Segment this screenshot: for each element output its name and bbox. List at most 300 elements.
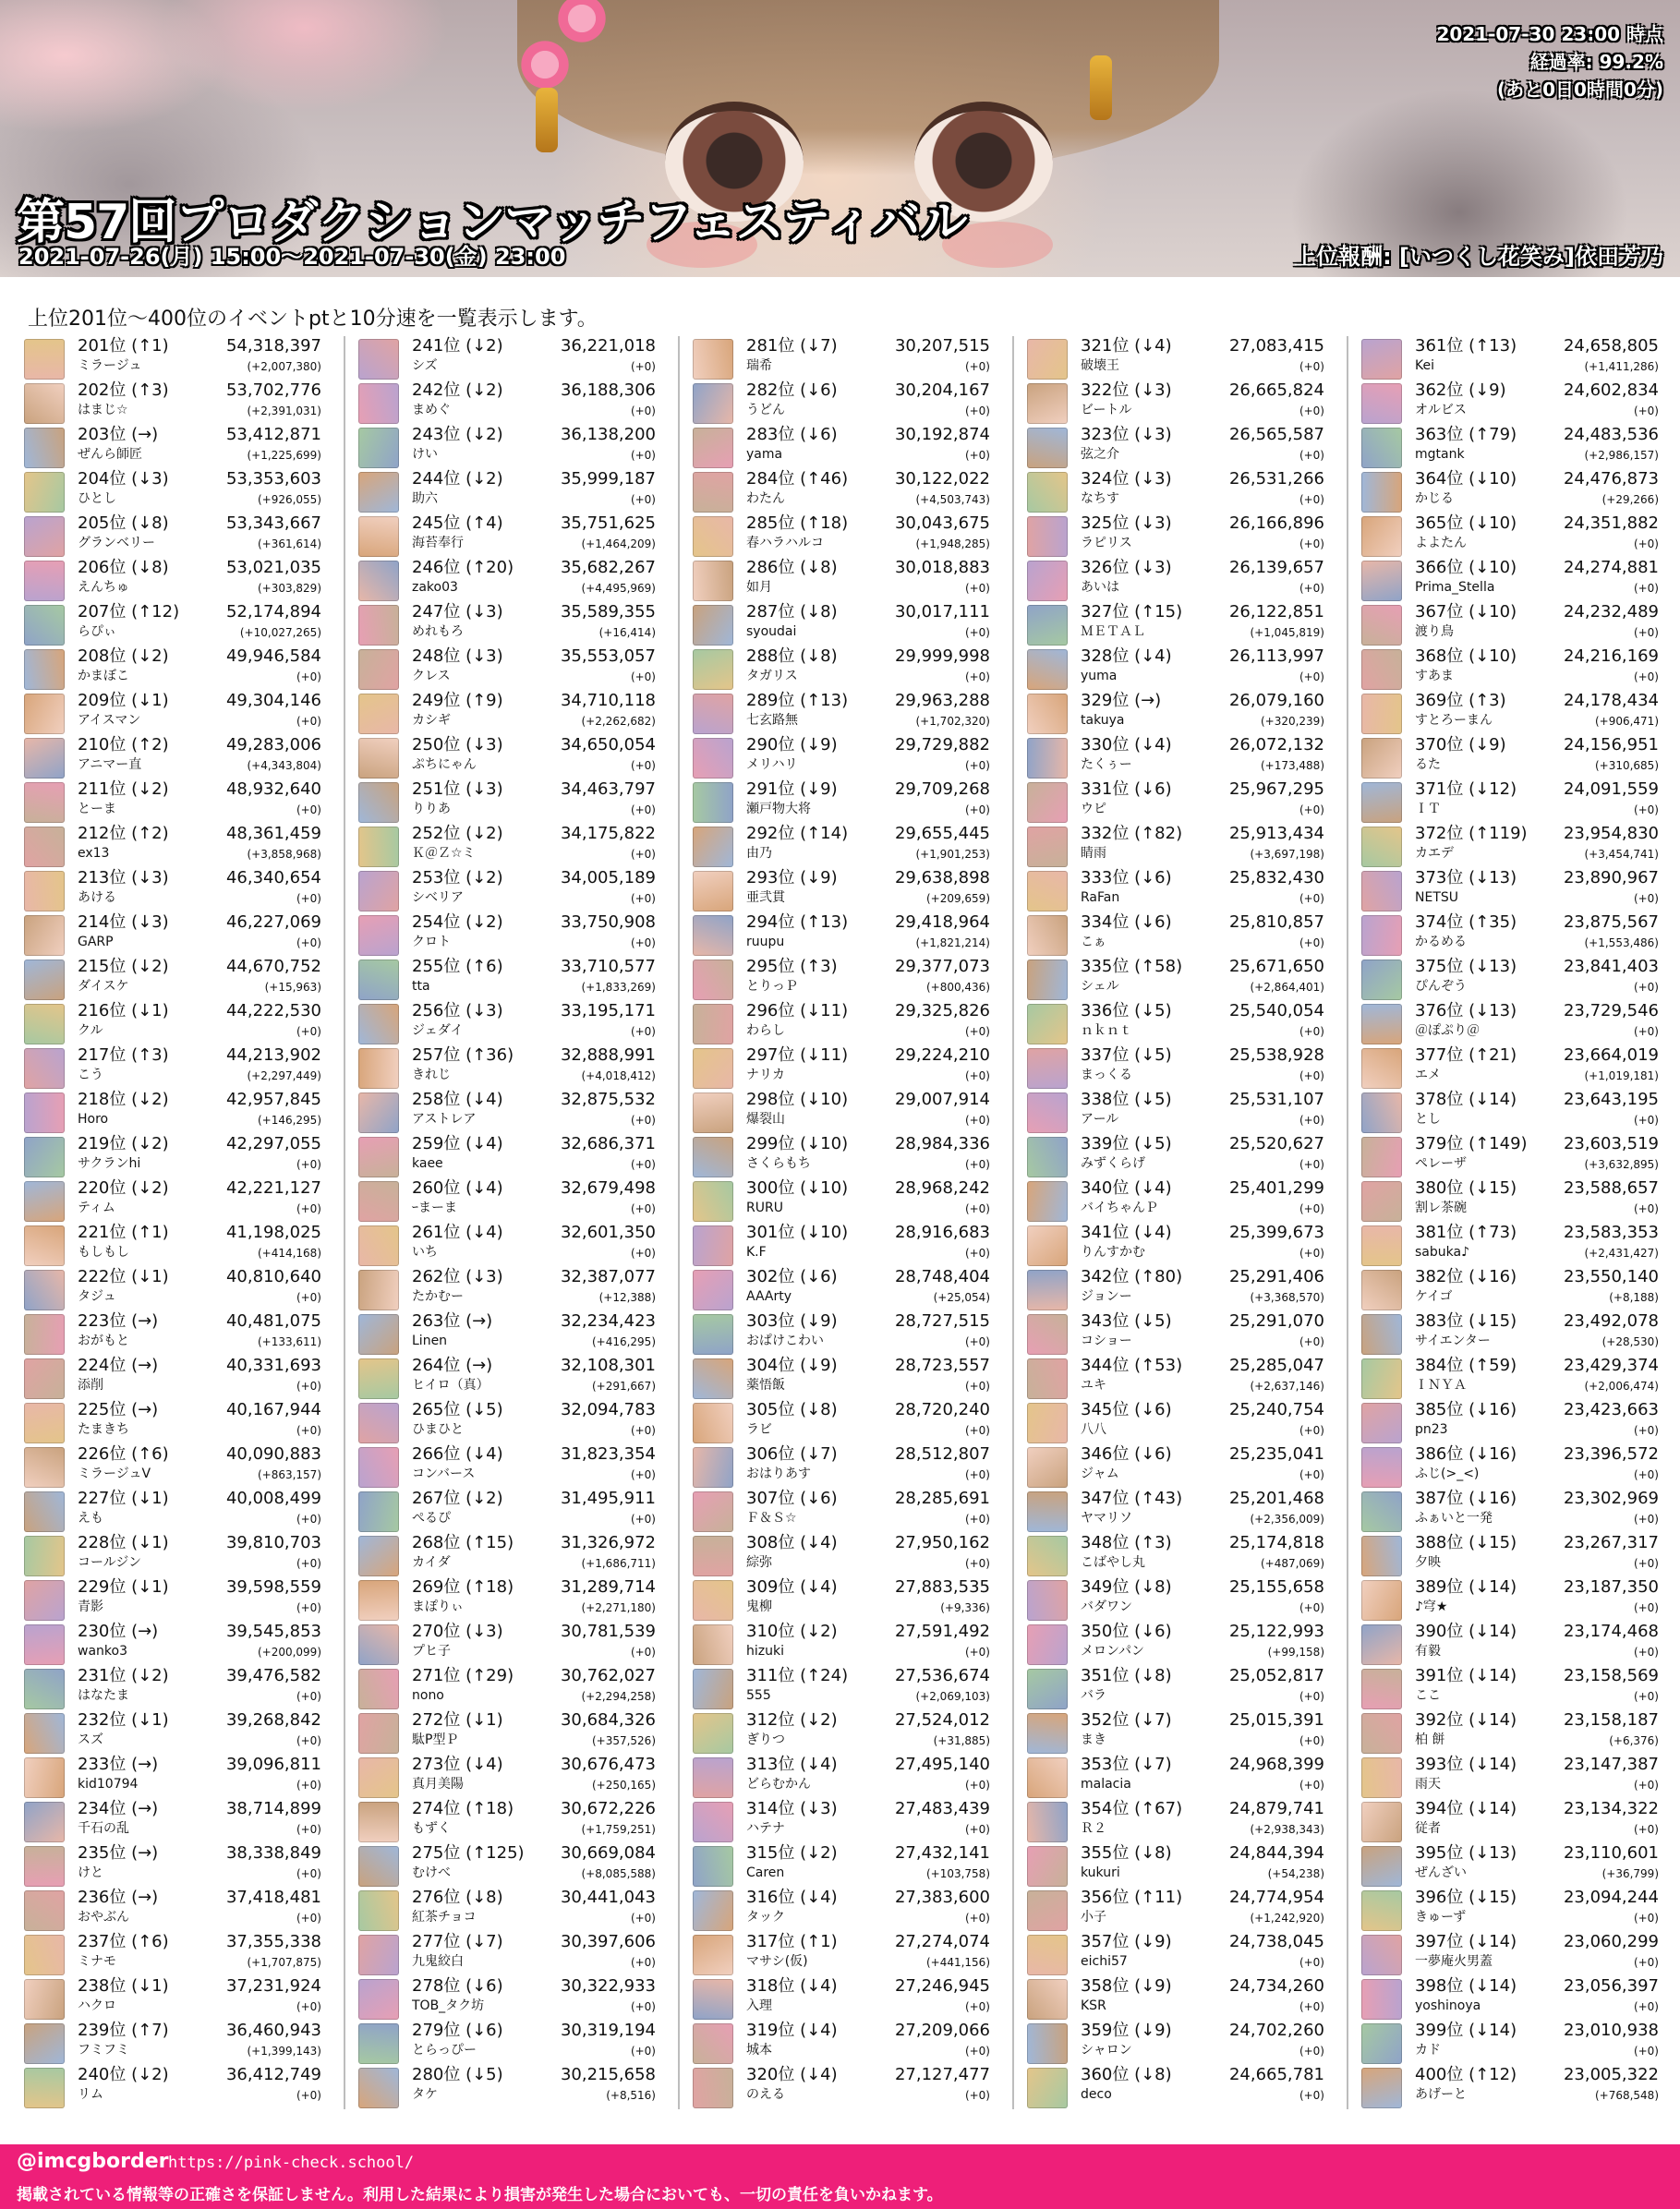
ranking-entry: [1027, 1090, 1324, 1131]
avatar: [693, 1491, 733, 1532]
ten-minute-delta: (+0): [296, 1202, 321, 1215]
ranking-entry: [1361, 1622, 1659, 1663]
event-points: 25,967,295: [1228, 779, 1324, 799]
event-points: 23,005,322: [1563, 2065, 1659, 2084]
player-name: シャロン: [1081, 2043, 1132, 2058]
event-points: 28,748,404: [894, 1267, 990, 1286]
ten-minute-delta: (+0): [1633, 1779, 1659, 1792]
player-name: ビートル: [1081, 403, 1132, 417]
ten-minute-delta: (+8,085,588): [581, 1867, 656, 1880]
rank-label: 254位 (↓2): [412, 912, 503, 932]
ten-minute-delta: (+0): [630, 1114, 656, 1127]
event-points: 29,224,210: [894, 1045, 990, 1065]
player-name: サクランhi: [78, 1156, 141, 1171]
ten-minute-delta: (+0): [1299, 1069, 1324, 1082]
rank-label: 252位 (↓2): [412, 824, 503, 843]
ten-minute-delta: (+310,685): [1594, 759, 1659, 772]
event-points: 29,007,914: [894, 1090, 990, 1109]
player-name: よよたん: [1415, 536, 1467, 550]
flower-ornament-icon: [517, 37, 573, 92]
event-points: 23,302,969: [1563, 1489, 1659, 1508]
player-name: コショー: [1081, 1334, 1132, 1348]
ranking-entry: [693, 1888, 990, 1929]
avatar: [693, 694, 733, 734]
player-name: おはりあす: [746, 1467, 811, 1481]
rank-label: 301位 (↓10): [746, 1223, 849, 1242]
ten-minute-delta: (+2,986,157): [1584, 449, 1659, 462]
ranking-entry: [24, 1888, 321, 1929]
player-name: 紅茶チョコ: [412, 1910, 477, 1925]
avatar: [1361, 339, 1402, 380]
event-points: 30,017,111: [894, 602, 990, 622]
rank-label: 353位 (↓7): [1081, 1755, 1172, 1774]
player-name: RURU: [746, 1201, 783, 1215]
ranking-entry: [24, 1755, 321, 1796]
ranking-entry: [1361, 1311, 1659, 1353]
avatar: [1361, 561, 1402, 601]
ten-minute-delta: (+0): [1299, 1690, 1324, 1703]
rank-label: 350位 (↓6): [1081, 1622, 1172, 1641]
player-name: ジョンー: [1081, 1289, 1132, 1304]
event-points: 27,950,162: [894, 1533, 990, 1552]
rank-label: 340位 (↓4): [1081, 1178, 1172, 1198]
avatar: [24, 516, 65, 557]
avatar: [358, 605, 399, 646]
ten-minute-delta: (+0): [296, 2000, 321, 2013]
rank-label: 387位 (↓16): [1415, 1489, 1517, 1508]
column-divider: [1347, 336, 1348, 2109]
ten-minute-delta: (+0): [1299, 1424, 1324, 1437]
rank-label: 214位 (↓3): [78, 912, 169, 932]
ten-minute-delta: (+2,262,682): [581, 715, 656, 728]
ranking-entry: [693, 558, 990, 599]
player-name: たまきち: [78, 1422, 129, 1437]
event-points: 23,147,387: [1563, 1755, 1659, 1774]
ranking-entry: [358, 1533, 656, 1575]
rank-label: 253位 (↓2): [412, 868, 503, 887]
avatar: [24, 1403, 65, 1443]
event-points: 24,351,882: [1563, 513, 1659, 533]
avatar: [24, 1314, 65, 1355]
avatar: [693, 1314, 733, 1355]
rank-label: 294位 (↑13): [746, 912, 849, 932]
ranking-entry: [1361, 1489, 1659, 1530]
event-points: 25,832,430: [1228, 868, 1324, 887]
ranking-entry: [1027, 779, 1324, 821]
ten-minute-delta: (+0): [1299, 1468, 1324, 1481]
ten-minute-delta: (+0): [630, 2045, 656, 2058]
rank-label: 308位 (↓4): [746, 1533, 838, 1552]
ranking-entry: [24, 1223, 321, 1264]
ten-minute-delta: (+1,702,320): [915, 715, 990, 728]
rank-label: 228位 (↓1): [78, 1533, 169, 1552]
avatar: [1027, 1048, 1068, 1089]
event-points: 52,174,894: [225, 602, 321, 622]
ten-minute-delta: (+0): [1299, 2045, 1324, 2058]
ten-minute-delta: (+173,488): [1260, 759, 1324, 772]
rank-label: 395位 (↓13): [1415, 1843, 1517, 1863]
event-points: 28,916,683: [894, 1223, 990, 1242]
rank-label: 314位 (↓3): [746, 1799, 838, 1818]
event-points: 54,318,397: [225, 336, 321, 356]
avatar: [24, 1713, 65, 1754]
rank-label: 336位 (↓5): [1081, 1001, 1172, 1020]
player-name: スズ: [78, 1732, 103, 1747]
ranking-entry: [24, 957, 321, 998]
rank-label: 296位 (↓11): [746, 1001, 849, 1020]
player-name: ｰまーま: [412, 1201, 457, 1215]
event-points: 29,729,882: [894, 735, 990, 754]
avatar: [358, 516, 399, 557]
ranking-entry: [358, 1001, 656, 1043]
rank-label: 224位 (→): [78, 1356, 159, 1375]
player-name: きれじ: [412, 1068, 451, 1082]
avatar: [1027, 1092, 1068, 1133]
rank-label: 245位 (↑4): [412, 513, 503, 533]
ranking-entry: [1027, 1533, 1324, 1575]
rank-label: 389位 (↓14): [1415, 1577, 1517, 1597]
ten-minute-delta: (+357,526): [591, 1734, 656, 1747]
ranking-entry: [1027, 602, 1324, 644]
player-name: ruupu: [746, 935, 785, 949]
rank-label: 363位 (↑79): [1415, 425, 1517, 444]
ranking-entry: [693, 1577, 990, 1619]
player-name: ｎｋｎｔ: [1081, 1023, 1132, 1038]
event-points: 30,204,167: [894, 380, 990, 400]
ten-minute-delta: (+0): [1299, 1335, 1324, 1348]
avatar: [1027, 605, 1068, 646]
ranking-entry: [693, 779, 990, 821]
ten-minute-delta: (+0): [1633, 626, 1659, 639]
avatar: [1361, 1403, 1402, 1443]
player-name: TOB_タク坊: [412, 1998, 485, 2013]
player-name: みずくらげ: [1081, 1156, 1145, 1171]
avatar: [693, 1137, 733, 1177]
avatar: [24, 1358, 65, 1399]
ten-minute-delta: (+2,294,258): [581, 1690, 656, 1703]
ten-minute-delta: (+0): [1633, 1956, 1659, 1969]
player-name: 爆裂山: [746, 1112, 785, 1127]
player-name: メリハリ: [746, 757, 798, 772]
ten-minute-delta: (+1,686,711): [581, 1557, 656, 1570]
footer-bar: [0, 2144, 1680, 2209]
rank-label: 256位 (↓3): [412, 1001, 503, 1020]
ranking-column: [24, 336, 338, 2109]
ten-minute-delta: (+0): [964, 1779, 990, 1792]
event-points: 32,875,532: [560, 1090, 656, 1109]
rank-label: 400位 (↑12): [1415, 2065, 1517, 2084]
ten-minute-delta: (+8,188): [1609, 1291, 1659, 1304]
player-name: 海苔奉行: [412, 536, 464, 550]
event-points: 34,463,797: [560, 779, 656, 799]
ranking-entry: [693, 469, 990, 511]
avatar: [693, 738, 733, 779]
event-points: 28,723,557: [894, 1356, 990, 1375]
rank-label: 323位 (↓3): [1081, 425, 1172, 444]
ten-minute-delta: (+1,707,875): [247, 1956, 321, 1969]
ranking-entry: [1027, 1311, 1324, 1353]
event-points: 25,538,928: [1228, 1045, 1324, 1065]
ten-minute-delta: (+291,667): [591, 1380, 656, 1393]
avatar: [1361, 694, 1402, 734]
avatar: [1361, 1358, 1402, 1399]
event-points: 35,682,267: [560, 558, 656, 577]
ranking-entry: [1027, 336, 1324, 378]
avatar: [1027, 1403, 1068, 1443]
rank-label: 289位 (↑13): [746, 691, 849, 710]
player-name: 助六: [412, 491, 438, 506]
ten-minute-delta: (+0): [964, 1380, 990, 1393]
avatar: [24, 1004, 65, 1044]
avatar: [1361, 1004, 1402, 1044]
event-points: 30,043,675: [894, 513, 990, 533]
player-name: かるめる: [1415, 935, 1467, 949]
twitter-handle[interactable]: @imcgborder: [17, 2150, 169, 2173]
avatar: [358, 472, 399, 513]
rank-label: 324位 (↓3): [1081, 469, 1172, 489]
event-points: 23,094,244: [1563, 1888, 1659, 1907]
event-points: 26,122,851: [1228, 602, 1324, 622]
ten-minute-delta: (+54,238): [1267, 1867, 1324, 1880]
ranking-entry: [693, 1045, 990, 1087]
rank-label: 362位 (↓9): [1415, 380, 1506, 400]
event-points: 24,178,434: [1563, 691, 1659, 710]
player-name: こぁ: [1081, 935, 1106, 949]
ten-minute-delta: (+0): [630, 1468, 656, 1481]
rank-label: 267位 (↓2): [412, 1489, 503, 1508]
rank-label: 331位 (↓6): [1081, 779, 1172, 799]
ten-minute-delta: (+0): [630, 449, 656, 462]
avatar: [24, 2068, 65, 2108]
avatar: [358, 1624, 399, 1665]
rank-label: 330位 (↓4): [1081, 735, 1172, 754]
ten-minute-delta: (+9,336): [940, 1601, 990, 1614]
avatar: [358, 1669, 399, 1709]
event-points: 35,999,187: [560, 469, 656, 489]
ten-minute-delta: (+0): [296, 1823, 321, 1836]
avatar: [693, 428, 733, 468]
event-points: 30,441,043: [560, 1888, 656, 1907]
ranking-entry: [24, 558, 321, 599]
column-divider: [678, 336, 680, 2109]
ten-minute-delta: (+0): [296, 1291, 321, 1304]
avatar: [693, 1890, 733, 1931]
event-title: 第57回プロダクションマッチフェスティバル: [17, 195, 967, 250]
player-name: 添削: [78, 1378, 103, 1393]
ten-minute-delta: (+0): [296, 1734, 321, 1747]
ten-minute-delta: (+0): [630, 1646, 656, 1659]
rank-label: 328位 (↓4): [1081, 646, 1172, 666]
ranking-entry: [1361, 1223, 1659, 1264]
ten-minute-delta: (+0): [1299, 449, 1324, 462]
rank-label: 295位 (↑3): [746, 957, 838, 976]
avatar: [693, 1004, 733, 1044]
rank-label: 273位 (↓4): [412, 1755, 503, 1774]
rank-label: 351位 (↓8): [1081, 1666, 1172, 1685]
rank-label: 381位 (↑73): [1415, 1223, 1517, 1242]
ten-minute-delta: (+0): [1633, 1557, 1659, 1570]
event-points: 41,198,025: [225, 1223, 321, 1242]
avatar: [693, 1757, 733, 1798]
ranking-entry: [358, 380, 656, 422]
avatar: [1027, 1846, 1068, 1887]
rank-label: 356位 (↑11): [1081, 1888, 1183, 1907]
event-points: 25,671,650: [1228, 957, 1324, 976]
ranking-entry: [358, 1577, 656, 1619]
ranking-entry: [1027, 1223, 1324, 1264]
event-points: 24,665,781: [1228, 2065, 1324, 2084]
ten-minute-delta: (+0): [1633, 892, 1659, 905]
avatar: [1027, 1181, 1068, 1222]
ranking-entry: [24, 1001, 321, 1043]
event-points: 23,134,322: [1563, 1799, 1659, 1818]
rank-label: 281位 (↓7): [746, 336, 838, 356]
player-name: バダワン: [1081, 1599, 1132, 1614]
ten-minute-delta: (+0): [296, 1025, 321, 1038]
ranking-entry: [693, 425, 990, 466]
ten-minute-delta: (+0): [630, 404, 656, 417]
ranking-entry: [1027, 380, 1324, 422]
rank-label: 207位 (↑12): [78, 602, 180, 622]
ten-minute-delta: (+1,225,699): [247, 449, 321, 462]
event-points: 30,018,883: [894, 558, 990, 577]
avatar: [693, 782, 733, 823]
player-name: 千石の乱: [78, 1821, 129, 1836]
event-points: 27,127,477: [894, 2065, 990, 2084]
avatar: [358, 1935, 399, 1975]
avatar: [1027, 1491, 1068, 1532]
player-name: 夕映: [1415, 1555, 1441, 1570]
column-divider: [1012, 336, 1014, 2109]
ranking-entry: [24, 1134, 321, 1176]
avatar: [693, 2023, 733, 2064]
ranking-entry: [358, 558, 656, 599]
ranking-entry: [693, 1267, 990, 1309]
status-timestamp: 2021-07-30 23:00 時点: [1436, 23, 1663, 45]
player-name: 薬悟飯: [746, 1378, 785, 1393]
event-points: 37,355,338: [225, 1932, 321, 1951]
player-name: こう: [78, 1068, 103, 1082]
ranking-entry: [1361, 2021, 1659, 2062]
event-points: 53,021,035: [225, 558, 321, 577]
avatar: [24, 472, 65, 513]
player-name: シズ: [412, 358, 438, 373]
rank-label: 377位 (↑21): [1415, 1045, 1517, 1065]
avatar: [1027, 1979, 1068, 2020]
rank-label: 371位 (↓12): [1415, 779, 1517, 799]
rank-label: 320位 (↓4): [746, 2065, 838, 2084]
event-points: 25,399,673: [1228, 1223, 1324, 1242]
ten-minute-delta: (+8,516): [606, 2089, 656, 2102]
ten-minute-delta: (+768,548): [1594, 2089, 1659, 2102]
player-name: ペレーザ: [1415, 1156, 1467, 1171]
avatar: [24, 1890, 65, 1931]
ranking-entry: [24, 1267, 321, 1309]
rank-label: 321位 (↓4): [1081, 336, 1172, 356]
ten-minute-delta: (+0): [296, 1912, 321, 1925]
event-points: 46,227,069: [225, 912, 321, 932]
avatar: [693, 649, 733, 690]
player-name: らぴぃ: [78, 624, 116, 639]
ranking-entry: [693, 1533, 990, 1575]
rank-label: 230位 (→): [78, 1622, 159, 1641]
event-points: 40,008,499: [225, 1489, 321, 1508]
avatar: [24, 1935, 65, 1975]
player-name: zako03: [412, 580, 458, 595]
avatar: [1361, 1270, 1402, 1310]
ranking-entry: [693, 912, 990, 954]
player-name: Linen: [412, 1334, 448, 1348]
avatar: [1027, 1935, 1068, 1975]
player-name: 一夢庵火男蓋: [1415, 1954, 1493, 1969]
player-name: タジュ: [78, 1289, 116, 1304]
rank-label: 304位 (↓9): [746, 1356, 838, 1375]
rank-label: 343位 (↓5): [1081, 1311, 1172, 1331]
player-name: タック: [746, 1910, 785, 1925]
event-points: 26,665,824: [1228, 380, 1324, 400]
avatar: [1361, 2023, 1402, 2064]
event-points: 34,175,822: [560, 824, 656, 843]
event-points: 36,460,943: [225, 2021, 321, 2040]
event-points: 25,174,818: [1228, 1533, 1324, 1552]
rank-label: 386位 (↓16): [1415, 1444, 1517, 1464]
header-banner: [0, 0, 1680, 277]
event-points: 35,553,057: [560, 646, 656, 666]
site-url-link[interactable]: https://pink-check.school/: [168, 2154, 415, 2172]
event-points: 27,524,012: [894, 1710, 990, 1730]
player-name: 七玄路無: [746, 713, 798, 728]
ten-minute-delta: (+0): [964, 670, 990, 683]
avatar: [1361, 1757, 1402, 1798]
event-points: 31,326,972: [560, 1533, 656, 1552]
rank-label: 397位 (↓14): [1415, 1932, 1517, 1951]
ten-minute-delta: (+0): [630, 2000, 656, 2013]
rank-label: 348位 (↑3): [1081, 1533, 1172, 1552]
player-name: sabuka♪: [1415, 1245, 1470, 1260]
player-name: 春ハラハルコ: [746, 536, 824, 550]
event-points: 49,304,146: [225, 691, 321, 710]
event-points: 29,418,964: [894, 912, 990, 932]
ranking-entry: [24, 2021, 321, 2062]
player-name: バイちゃんＰ: [1081, 1201, 1158, 1215]
player-name: kid10794: [78, 1777, 139, 1792]
rank-label: 201位 (↑1): [78, 336, 169, 356]
rank-label: 333位 (↓6): [1081, 868, 1172, 887]
ten-minute-delta: (+0): [964, 1468, 990, 1481]
ranking-entry: [358, 1489, 656, 1530]
rank-label: 384位 (↑59): [1415, 1356, 1517, 1375]
player-name: yuma: [1081, 669, 1118, 683]
ten-minute-delta: (+1,759,251): [581, 1823, 656, 1836]
avatar: [1027, 915, 1068, 956]
avatar: [1027, 472, 1068, 513]
rank-label: 234位 (→): [78, 1799, 159, 1818]
ten-minute-delta: (+0): [1299, 537, 1324, 550]
player-name: まめぐ: [412, 403, 451, 417]
ten-minute-delta: (+0): [964, 360, 990, 373]
rank-label: 244位 (↓2): [412, 469, 503, 489]
ranking-board: [24, 336, 1668, 2109]
avatar: [1027, 1536, 1068, 1576]
player-name: Ｋ＠Ｚ☆ミ: [412, 846, 476, 861]
rank-label: 315位 (↓2): [746, 1843, 838, 1863]
rank-label: 364位 (↓10): [1415, 469, 1517, 489]
avatar: [24, 1225, 65, 1266]
player-name: おやぶん: [78, 1910, 129, 1925]
rank-label: 260位 (↓4): [412, 1178, 503, 1198]
player-name: とりっＰ: [746, 979, 798, 994]
ranking-entry: [1361, 1710, 1659, 1752]
